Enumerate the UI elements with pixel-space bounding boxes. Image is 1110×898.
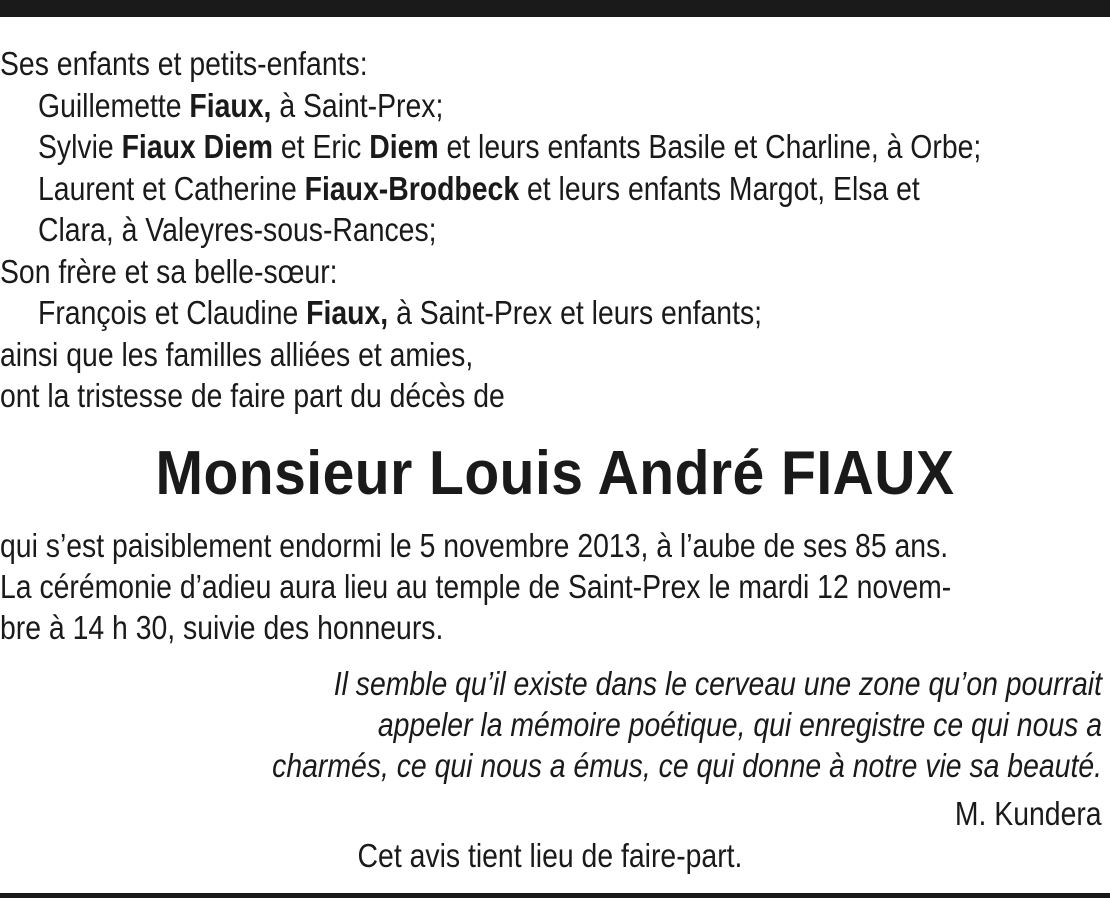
quote-line-1: Il semble qu’il existe dans le cerveau une zone qu’on pourrait: [333, 665, 1102, 702]
footer-note: Cet avis tient lieu de faire-part.: [357, 837, 743, 874]
quote-author: M. Kundera: [955, 795, 1102, 832]
family-line-laurent: Laurent et Catherine Fiaux-Brodbeck et leurs enfants Margot, Elsa et: [38, 170, 920, 207]
family-line-announcement: ont la tristesse de faire part du décès de: [0, 377, 505, 414]
family-line-francois: François et Claudine Fiaux, à Saint-Prex et leurs enfants;: [38, 294, 763, 331]
deceased-name: Monsieur Louis André FIAUX: [155, 439, 955, 508]
quote-line-2: appeler la mémoire poétique, qui enregistre ce qui nous a: [377, 706, 1102, 743]
bottom-rule: [0, 893, 1110, 898]
details-line-2: La cérémonie d’adieu aura lieu au temple de Saint-Prex le mardi 12 novem-: [0, 568, 952, 605]
details-line-3: bre à 14 h 30, suivie des honneurs.: [0, 609, 444, 646]
family-line-sylvie: Sylvie Fiaux Diem et Eric Diem et leurs enfants Basile et Charline, à Orbe;: [38, 128, 982, 165]
details-line-1: qui s’est paisiblement endormi le 5 novembre 2013, à l’aube de ses 85 ans.: [0, 527, 949, 564]
family-line-allied: ainsi que les familles alliées et amies,: [0, 336, 474, 373]
top-rule: [0, 0, 1110, 17]
family-line-sibling-heading: Son frère et sa belle-sœur:: [0, 253, 338, 290]
family-line-clara: Clara, à Valeyres-sous-Rances;: [38, 211, 437, 248]
quote-line-3: charmés, ce qui nous a émus, ce qui donne à notre vie sa beauté.: [272, 747, 1102, 784]
family-line-guillemette: Guillemette Fiaux, à Saint-Prex;: [38, 87, 444, 124]
family-line-children-heading: Ses enfants et petits-enfants:: [0, 45, 368, 82]
